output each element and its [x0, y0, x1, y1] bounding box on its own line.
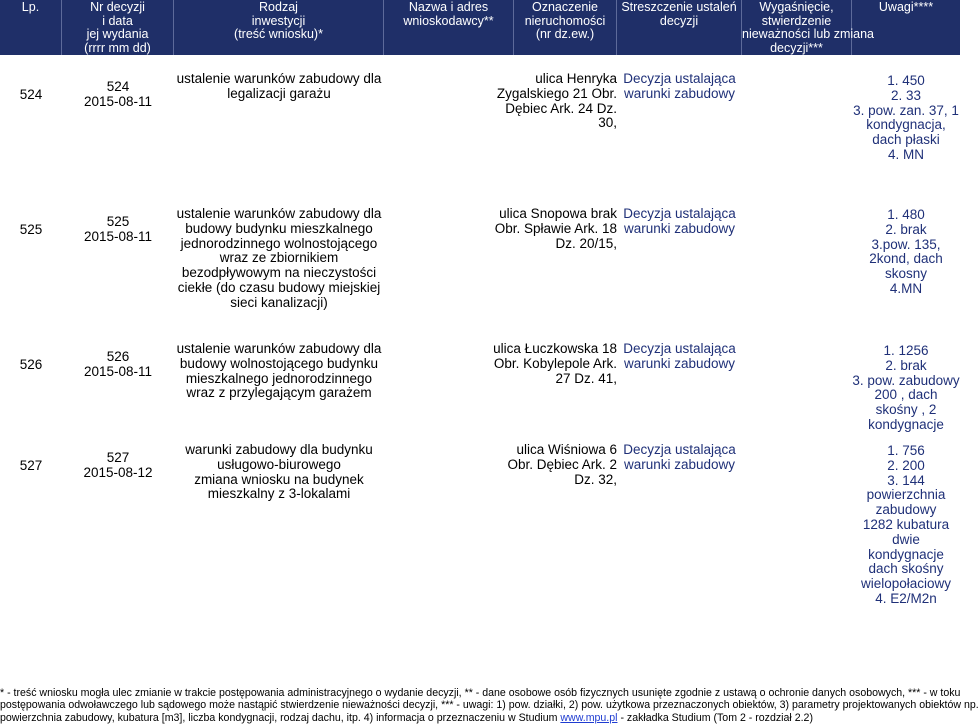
cell-line: Obr. Kobylepole Ark.	[493, 355, 617, 371]
cell-line: zmiana wniosku na budynek	[194, 471, 364, 487]
header-line: wnioskodawcy**	[403, 13, 494, 28]
cell-oznaczenie	[484, 72, 617, 131]
cell-line: 3. pow. zabudowy	[852, 372, 960, 388]
cell-uwagi	[852, 74, 960, 163]
cell-line: sieci kanalizacji)	[230, 294, 328, 310]
cell-line: wielopołaciowy	[860, 576, 952, 592]
cell-line: dach płaski	[872, 132, 940, 148]
footnote-line-1: * - treść wniosku mogła ulec zmianie w trakcie postępowania administracyjnego o wydanie decyzji, ** - dane osobowe osób fizycznych usunięte zgodnie z ustawą o ochronie danych osobowych, *** - w toku	[0, 687, 961, 699]
header-line: decyzji***	[770, 40, 823, 55]
cell-line: kondygnacje	[868, 416, 944, 432]
cell-oznaczenie	[484, 342, 617, 386]
cell-rodzaj-inwestycji	[174, 443, 384, 502]
cell-line: Obr. Spławie Ark. 18	[494, 220, 617, 236]
cell-line: ciekłe (do czasu budowy miejskiej	[177, 279, 381, 295]
cell-line: mieszkalnego jednorodzinnego	[185, 370, 373, 386]
cell-line: warunki zabudowy dla budynku	[185, 442, 373, 457]
cell-line: 4.MN	[889, 280, 923, 296]
header-line: stwierdzenie	[761, 13, 832, 28]
cell-line: 27 Dz. 41,	[555, 370, 617, 386]
cell-streszczenie	[617, 342, 742, 372]
cell-line: 2. 200	[887, 457, 925, 473]
footnote-line-3	[0, 712, 960, 724]
header-line: (rrrr mm dd)	[84, 40, 151, 55]
cell-line: 200 , dach	[874, 387, 938, 403]
header-line: Wygaśnięcie,	[759, 0, 834, 14]
cell-line: mieszkalny z 3-lokalami	[207, 486, 351, 502]
table-header	[0, 0, 960, 55]
cell-lp: 524	[19, 87, 43, 102]
cell-nr-decyzji	[62, 350, 174, 380]
cell-line: 2015-08-11	[83, 228, 153, 244]
cell-line: Obr. Dębiec Ark. 2	[507, 456, 617, 472]
header-line: (treść wniosku)*	[234, 27, 323, 41]
cell-line: 3. 144	[887, 472, 925, 488]
header-nazwa-wnioskodawcy	[384, 0, 514, 55]
cell-line: Dz. 20/15,	[555, 235, 617, 251]
cell-line: warunki zabudowy	[623, 85, 736, 101]
header-streszczenie	[617, 0, 742, 55]
header-rodzaj-inwestycji	[174, 0, 384, 55]
cell-line: wraz ze zbiornikiem	[219, 250, 339, 266]
cell-line: 4. E2/M2n	[875, 590, 937, 606]
cell-line: Decyzja ustalająca	[623, 442, 736, 457]
header-wygasniecie	[742, 0, 875, 55]
header-line: jej wydania	[86, 27, 149, 41]
studium-link[interactable]: www.mpu.pl	[560, 711, 618, 724]
cell-line: Dz. 32,	[574, 471, 617, 487]
cell-line: 524	[106, 79, 130, 94]
header-line: Lp.	[21, 0, 40, 14]
header-line: Uwagi****	[878, 0, 934, 14]
footnote	[0, 687, 979, 724]
cell-nr-decyzji	[62, 451, 174, 481]
cell-line: 526	[106, 349, 130, 364]
cell-streszczenie	[617, 443, 742, 473]
cell-line: 527	[106, 450, 130, 465]
cell-line: 1. 756	[887, 443, 925, 458]
cell-line: 2. brak	[885, 221, 927, 237]
header-line: (nr dz.ew.)	[535, 27, 595, 41]
header-oznaczenie	[514, 0, 617, 55]
cell-line: ustalenie warunków zabudowy dla	[176, 206, 382, 221]
cell-line: budowy wolnostojącego budynku	[179, 355, 379, 371]
cell-line: powierzchnia	[866, 487, 946, 503]
cell-oznaczenie	[484, 443, 617, 487]
header-line: Rodzaj	[259, 0, 298, 14]
cell-line: wraz z przylegającym garażem	[186, 385, 372, 401]
cell-line: 1. 480	[887, 207, 925, 222]
cell-line: Decyzja ustalająca	[623, 341, 736, 356]
cell-line: ustalenie warunków zabudowy dla	[176, 71, 382, 86]
cell-line: ulica Łuczkowska 18	[493, 341, 617, 356]
footnote-text-end: - zakładka Studium (Tom 2 - rozdział 2.2)	[617, 711, 813, 724]
cell-line: zabudowy	[875, 502, 937, 518]
cell-line: skosny	[884, 266, 928, 282]
cell-uwagi	[852, 344, 960, 433]
cell-line: Zygalskiego 21 Obr.	[496, 85, 617, 101]
cell-line: 3.pow. 135,	[871, 236, 941, 252]
header-lp	[0, 0, 62, 55]
cell-line: 525	[106, 214, 130, 229]
header-line: Nazwa i adres	[408, 0, 489, 14]
cell-line: 2kond, dach	[869, 251, 943, 267]
cell-nr-decyzji	[62, 215, 174, 245]
cell-lp: 527	[19, 458, 43, 473]
cell-line: jednorodzinnego wolnostojącego	[180, 235, 378, 251]
cell-line: 2015-08-11	[83, 363, 153, 379]
cell-line: warunki zabudowy	[623, 456, 736, 472]
cell-line: ustalenie warunków zabudowy dla	[176, 341, 382, 356]
header-line: nieruchomości	[524, 13, 606, 28]
footnote-line-2: postępowania odwoławczego lub sądowego może nastąpić stwierdzenie nieważności decyzji, *** - uwagi: 1) pow. działki, 2) pow. użytkowa przeznaczonych obiektów, 3) parametry projektowanych obiektów np.	[0, 699, 979, 712]
cell-line: kondygnacje	[868, 546, 944, 562]
cell-line: Decyzja ustalająca	[623, 206, 736, 221]
cell-line: budowy budynku mieszkalnego	[185, 220, 373, 236]
cell-line: Decyzja ustalająca	[623, 71, 736, 86]
cell-lp: 525	[19, 222, 43, 237]
cell-line: dach skośny	[868, 561, 944, 577]
cell-line: kondygnacja,	[866, 117, 946, 133]
cell-rodzaj-inwestycji	[174, 72, 384, 102]
cell-line: Dębiec Ark. 24 Dz.	[505, 100, 617, 116]
cell-rodzaj-inwestycji	[174, 207, 384, 311]
cell-line: 1282 kubatura	[862, 516, 950, 532]
header-uwagi	[852, 0, 960, 55]
cell-line: 1. 1256	[883, 343, 929, 358]
cell-line: ulica Wiśniowa 6	[516, 442, 617, 457]
header-line: Oznaczenie	[531, 0, 598, 14]
cell-uwagi	[852, 208, 960, 297]
cell-nr-decyzji	[62, 80, 174, 110]
cell-line: 30,	[598, 115, 617, 131]
header-line: nieważności lub zmiana	[742, 27, 875, 41]
cell-line: 2015-08-12	[83, 464, 153, 480]
cell-line: ulica Henryka	[535, 71, 617, 86]
cell-lp: 526	[19, 357, 43, 372]
cell-line: 2. 33	[890, 87, 922, 103]
header-line: Streszczenie ustaleń	[621, 0, 737, 14]
cell-streszczenie	[617, 207, 742, 237]
header-line: inwestycji	[251, 13, 306, 28]
cell-line: skośny , 2	[875, 402, 937, 418]
cell-line: 4. MN	[887, 146, 924, 162]
header-line: i data	[102, 13, 133, 28]
cell-line: usługowo-biurowego	[217, 456, 341, 472]
cell-line: 2. brak	[885, 357, 927, 373]
cell-line: 2015-08-11	[83, 93, 153, 109]
header-nr-decyzji	[62, 0, 174, 55]
cell-rodzaj-inwestycji	[174, 342, 384, 401]
cell-line: dwie	[892, 531, 920, 547]
cell-line: 3. pow. zan. 37, 1	[853, 102, 959, 118]
cell-line: ulica Snopowa brak	[499, 206, 617, 221]
cell-line: warunki zabudowy	[623, 220, 736, 236]
cell-streszczenie	[617, 72, 742, 102]
cell-line: bezodpływowym na nieczystości	[181, 265, 377, 281]
cell-uwagi	[852, 444, 960, 607]
cell-line: legalizacji garażu	[227, 85, 331, 101]
cell-line: warunki zabudowy	[623, 355, 736, 371]
header-line: Nr decyzji	[90, 0, 145, 14]
footnote-text: powierzchnia zabudowy, kubatura [m3], liczba kondygnacji, rodzaj dachu, itp. 4) informacja o przeznaczeniu w Studium	[0, 711, 561, 724]
cell-oznaczenie	[484, 207, 617, 251]
cell-line: 1. 450	[887, 73, 925, 88]
header-line: decyzji	[659, 13, 699, 28]
